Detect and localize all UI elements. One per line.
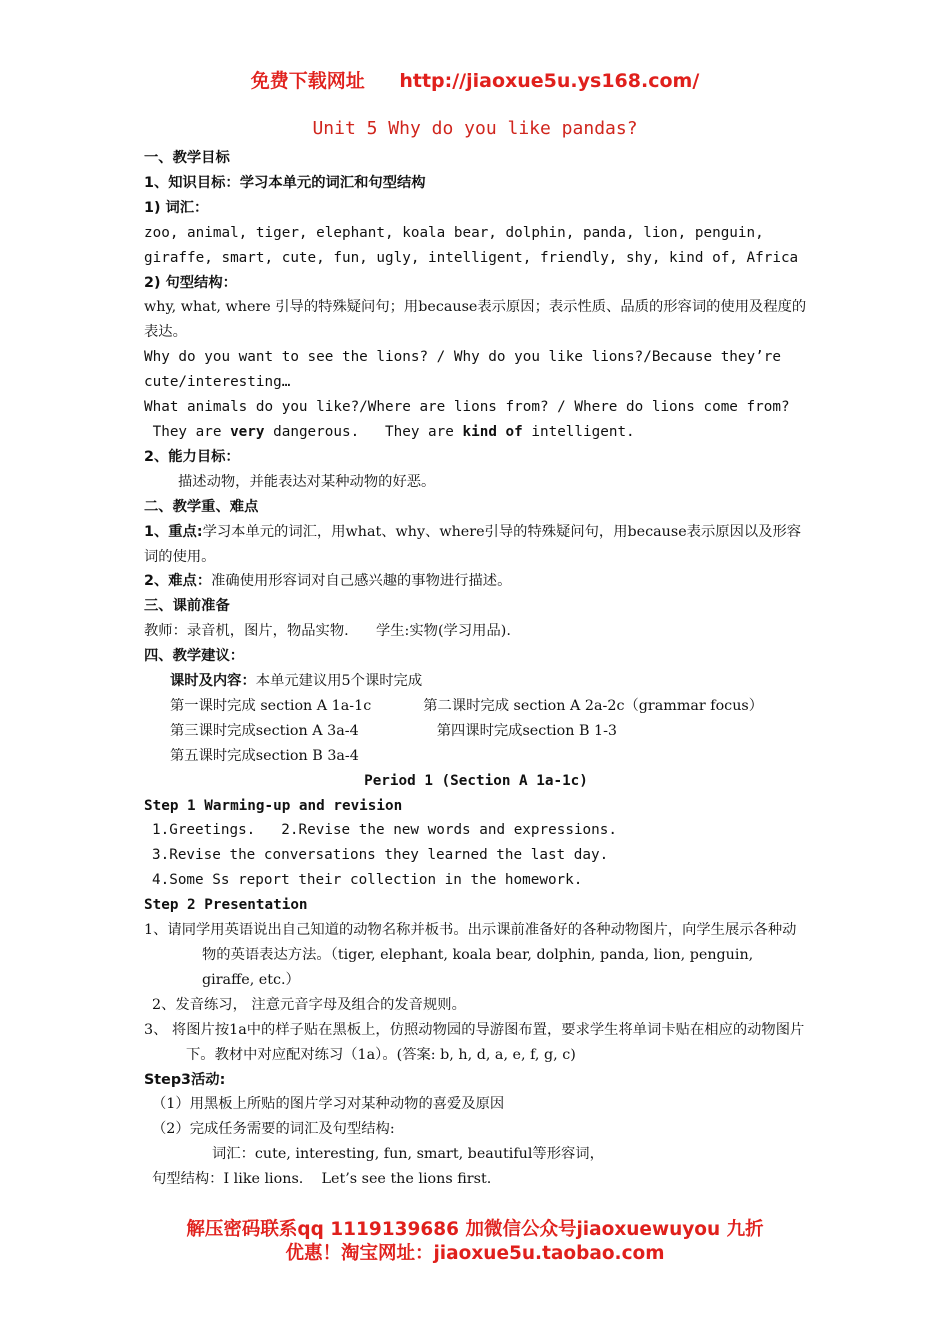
- step-1-item-4: 4.Some Ss report their collection in the homework.: [152, 872, 583, 889]
- step-1-items-1-2: [144, 818, 808, 843]
- ability-desc: 描述动物，并能表达对某种动物的好恶。: [178, 473, 436, 490]
- section-1-heading: 一、教学目标: [144, 150, 230, 166]
- example-3-c: dangerous. They are: [264, 423, 463, 440]
- step-3-item-2: （2）完成任务需要的词汇及句型结构:: [152, 1121, 395, 1138]
- period-plan-3: 第三课时完成section A 3a-4: [170, 722, 359, 739]
- step-2-item-3: 3、 将图片按1a中的样子贴在黑板上，仿照动物园的导游图布置，要求学生将单词卡贴在相应的动物图片下。教材中对应配对练习（1a）。(答案: b, h, d, a, e, f, g, c): [144, 1021, 805, 1063]
- document-body: [144, 146, 808, 1192]
- download-label: 免费下载网址: [250, 70, 365, 92]
- doc-title: Unit 5 Why do you like pandas?: [312, 118, 638, 139]
- preparation-line: 教师：录音机，图片，物品实物. 学生:实物(学习用品).: [144, 623, 511, 640]
- difficult-point: [144, 569, 808, 594]
- example-3-kind-of: kind of: [462, 423, 523, 440]
- section-4-heading: 四、教学建议：: [144, 648, 245, 665]
- step-1-heading: Step 1 Warming-up and revision: [144, 797, 403, 814]
- hours-line: [144, 669, 808, 694]
- key-point: [144, 520, 808, 570]
- example-3: [144, 420, 808, 445]
- example-2: What animals do you like?/Where are lions from? / Where do lions come from?: [144, 399, 790, 416]
- example-3-very: very: [230, 423, 265, 440]
- period-plan-1: 第一课时完成 section A 1a-1c: [170, 697, 372, 714]
- section-2-heading: 二、教学重、难点: [144, 498, 259, 515]
- example-3-a: They are: [144, 423, 231, 440]
- period-plan-3-4: [144, 719, 808, 744]
- period-plan-2: 第二课时完成 section A 2a-2c（grammar focus）: [423, 697, 764, 714]
- period-title: Period 1 (Section A 1a-1c): [364, 772, 588, 789]
- step-1-item-3: 3.Revise the conversations they learned the last day.: [152, 847, 609, 864]
- vocab-label: 1) 词汇：: [144, 199, 209, 216]
- footer-promo: [0, 1218, 950, 1266]
- vocab-line-1: zoo, animal, tiger, elephant, koala bear, dolphin, panda, lion, penguin,: [144, 224, 764, 241]
- step-1-item-2: 2.Revise the new words and expressions.: [281, 822, 617, 839]
- period-plan-4: 第四课时完成section B 1-3: [436, 722, 618, 739]
- section-3-heading: 三、课前准备: [144, 598, 230, 615]
- pattern-label: 2) 句型结构：: [144, 274, 237, 291]
- step-2-item-1: 1、请同学用英语说出自己知道的动物名称并板书。出示课前准备好的各种动物图片，向学生展示各种动物的英语表达方法。（tiger, elephant, koala bear, dolphin, panda, lion, penguin, giraffe, etc.）: [144, 922, 797, 988]
- vocab-line-2: giraffe, smart, cute, fun, ugly, intelligent, friendly, shy, kind of, Africa: [144, 249, 799, 266]
- example-3-e: intelligent.: [522, 423, 635, 440]
- hours-label: 课时及内容：: [170, 673, 256, 690]
- pattern-desc: why, what, where 引导的特殊疑问句；用because表示原因；表示性质、品质的形容词的使用及程度的表达。: [144, 299, 807, 341]
- knowledge-goal: 1、知识目标：学习本单元的词汇和句型结构: [144, 174, 426, 191]
- difficult-label: 2、难点：: [144, 573, 212, 590]
- key-label: 1、重点:: [144, 523, 203, 540]
- example-1: Why do you want to see the lions? / Why do you like lions?/Because they’re cute/interesting…: [144, 349, 781, 391]
- footer-line-1: 解压密码联系qq 1119139686 加微信公众号jiaoxuewuyou 九折: [186, 1219, 764, 1240]
- key-desc: 学习本单元的词汇，用what、why、where引导的特殊疑问句，用because表示原因以及形容词的使用。: [144, 523, 802, 565]
- period-plan-5: 第五课时完成section B 3a-4: [170, 747, 359, 764]
- step-1-item-1: 1.Greetings.: [152, 822, 256, 839]
- footer-line-2[interactable]: 优惠！淘宝网址：jiaoxue5u.taobao.com: [285, 1243, 665, 1264]
- period-plan-1-2: [144, 694, 808, 719]
- step-3-heading: Step3活动:: [144, 1071, 226, 1088]
- step-3-item-1: （1）用黑板上所贴的图片学习对某种动物的喜爱及原因: [152, 1096, 505, 1113]
- step-2-heading: Step 2 Presentation: [144, 897, 308, 914]
- hours-desc: 本单元建议用5个课时完成: [255, 673, 423, 690]
- ability-goal: 2、能力目标：: [144, 448, 240, 465]
- step-3-item-3: 词汇：cute, interesting, fun, smart, beautiful等形容词，: [212, 1146, 604, 1163]
- step-3-item-4: 句型结构：I like lions. Let’s see the lions first.: [152, 1171, 492, 1188]
- step-2-item-2: 2、发音练习， 注意元音字母及组合的发音规则。: [152, 996, 466, 1013]
- download-header: [0, 66, 950, 93]
- download-url[interactable]: http://jiaoxue5u.ys168.com/: [399, 70, 700, 92]
- difficult-desc: 准确使用形容词对自己感兴趣的事物进行描述。: [211, 573, 512, 590]
